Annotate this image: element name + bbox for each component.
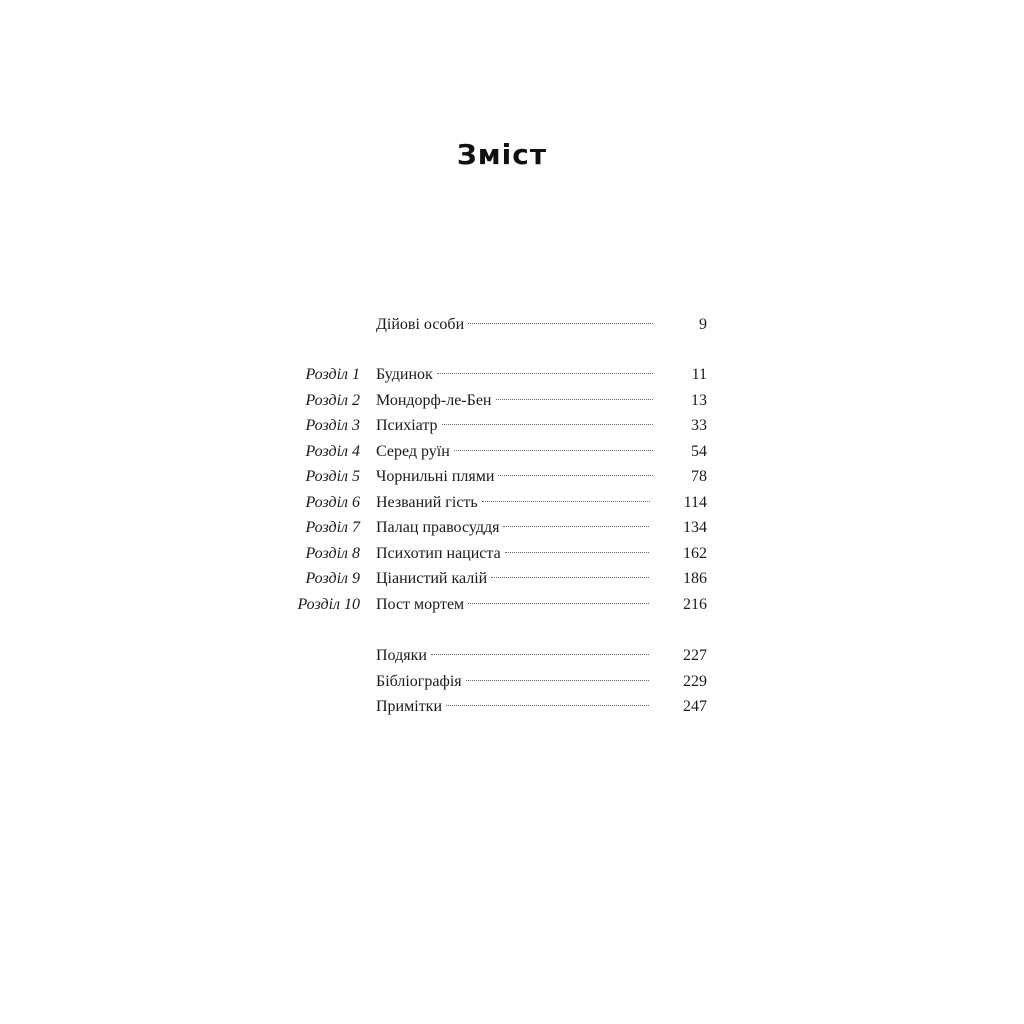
page-title: Зміст: [456, 138, 548, 171]
toc-entry-title: Психотип нациста: [376, 544, 501, 562]
toc-entry-page: 162: [683, 544, 707, 562]
toc-chapter-number: Розділ 8: [305, 544, 360, 562]
toc-entry: [0, 644, 1024, 668]
toc-chapter-number: Розділ 4: [305, 442, 360, 460]
toc-entry: [0, 414, 1024, 438]
toc-chapter-number: Розділ 3: [305, 417, 360, 434]
dot-leader: [503, 526, 649, 527]
dot-leader: [442, 424, 653, 425]
toc-entry-title: Палац правосуддя: [376, 519, 500, 536]
dot-leader: [468, 323, 653, 324]
toc-chapter-number: Розділ 2: [305, 391, 360, 409]
dot-leader: [496, 399, 654, 400]
toc-chapter-number: Розділ 6: [305, 493, 360, 511]
toc-chapter-number: Розділ 7: [305, 519, 360, 536]
toc-entry: [0, 363, 1024, 387]
toc-entry-page: 33: [691, 417, 707, 434]
dot-leader: [482, 501, 650, 502]
toc-chapter-number: Розділ 9: [305, 570, 360, 587]
toc-entry-title: Будинок: [376, 366, 433, 383]
dot-leader: [468, 603, 649, 604]
toc-entry-page: 247: [683, 698, 707, 715]
toc-entry-page: 229: [683, 672, 707, 690]
toc-entry-title: Незваний гість: [376, 493, 478, 511]
toc-entry-title: Серед руїн: [376, 442, 450, 460]
dot-leader: [454, 450, 653, 451]
toc-chapter-number: Розділ 10: [297, 595, 360, 613]
toc-entry: [0, 465, 1024, 489]
dot-leader: [446, 705, 649, 706]
dot-leader: [498, 475, 653, 476]
toc-entry: [0, 440, 1024, 464]
toc-entry-title: Психіатр: [376, 417, 438, 434]
toc-entry-page: 78: [691, 468, 707, 485]
toc-entry: [0, 670, 1024, 694]
toc-entry-title: Ціанистий калій: [376, 570, 488, 587]
toc-entry-title: Дійові особи: [376, 316, 465, 333]
toc-entry-page: 134: [683, 519, 707, 536]
toc-entry-title: Пост мортем: [376, 595, 465, 613]
toc-entry: [0, 593, 1024, 617]
toc-entry: [0, 491, 1024, 515]
toc-entry: [0, 542, 1024, 566]
toc-entry: [0, 695, 1024, 719]
toc-entry: [0, 516, 1024, 540]
toc-chapter-number: Розділ 1: [305, 366, 360, 383]
toc-entry-page: 114: [683, 493, 707, 511]
toc-entry-page: 227: [683, 647, 707, 664]
toc-entry-page: 54: [691, 442, 707, 460]
toc-entry-title: Чорнильні плями: [376, 468, 495, 485]
toc-entry-page: 216: [683, 595, 707, 613]
toc-entry-title: Примітки: [376, 698, 443, 715]
toc-chapter-number: Розділ 5: [305, 468, 360, 485]
toc-entry-page: 186: [683, 570, 707, 587]
toc-entry: [0, 567, 1024, 591]
toc-entry: [0, 313, 1024, 337]
toc-entry-title: Мондорф-ле-Бен: [376, 391, 492, 409]
toc-entry-page: 11: [691, 366, 707, 383]
toc-entry-title: Подяки: [376, 647, 427, 664]
dot-leader: [491, 577, 649, 578]
toc-entry-page: 13: [691, 391, 707, 409]
dot-leader: [466, 680, 649, 681]
toc-entry: [0, 389, 1024, 413]
toc-entry-page: 9: [699, 316, 707, 333]
dot-leader: [431, 654, 649, 655]
dot-leader: [437, 373, 653, 374]
toc-entry-title: Бібліографія: [376, 672, 462, 690]
dot-leader: [505, 552, 649, 553]
